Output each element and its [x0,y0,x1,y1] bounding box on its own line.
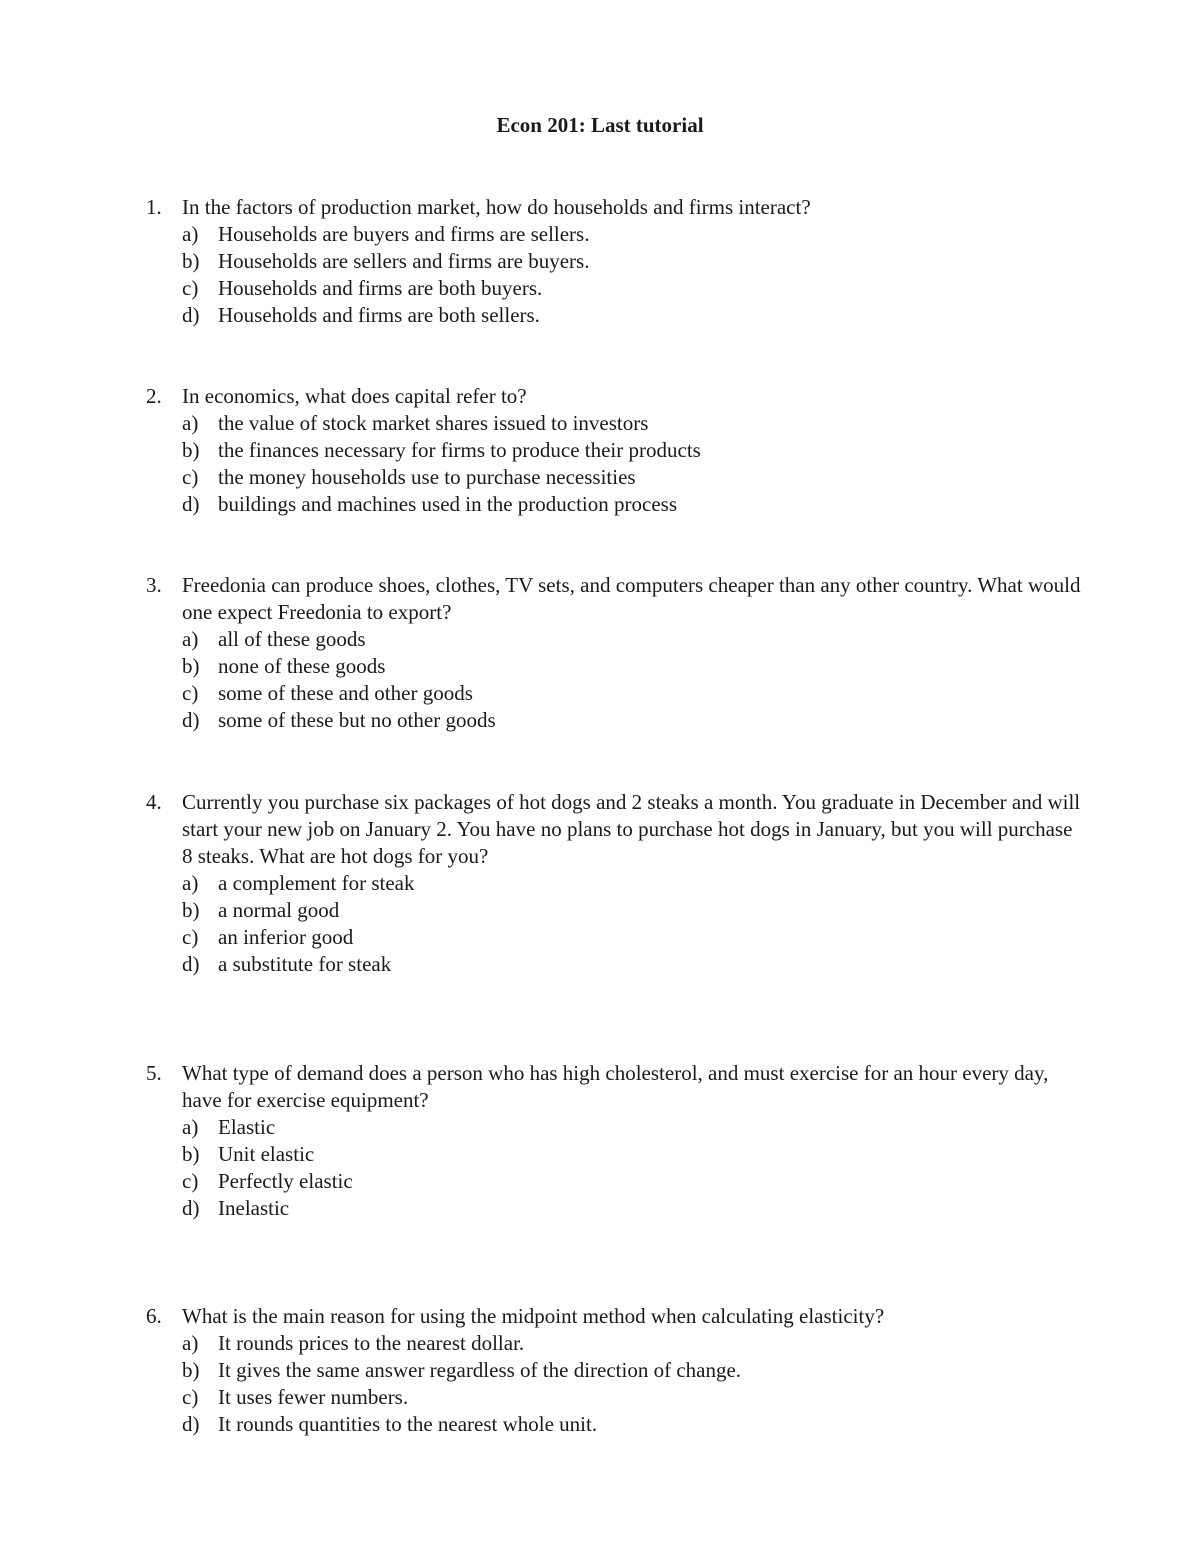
answer-option-c [146,1168,1086,1195]
option-letter: b) [182,438,200,462]
question-prompt [146,194,1086,221]
option-letter: d) [182,1196,200,1220]
option-text: a substitute for steak [218,952,392,976]
question-text: What type of demand does a person who has high cholesterol, and must exercise for an hour every day, have for exercise equipment? [182,1061,1049,1112]
answer-option-a [146,1114,1086,1141]
option-text: Unit elastic [218,1142,315,1166]
question-number: 5. [146,1061,162,1085]
page-title: Econ 201: Last tutorial [496,113,704,137]
answer-option-d [146,951,1086,978]
question-text: Currently you purchase six packages of hot dogs and 2 steaks a month. You graduate in December and will start your new job on January 2. You have no plans to purchase hot dogs in January, but you will purchase 8 steaks. What are hot dogs for you? [182,790,1081,868]
question-number: 4. [146,790,162,814]
answer-option-c [146,464,1086,491]
question-number: 3. [146,573,162,597]
option-text: an inferior good [218,925,354,949]
option-text: some of these and other goods [218,681,473,705]
question-number: 2. [146,384,162,408]
question-number: 6. [146,1304,162,1328]
question-6 [146,1303,1086,1438]
option-letter: d) [182,708,200,732]
answer-option-a [146,870,1086,897]
question-text: In the factors of production market, how do households and firms interact? [182,195,811,219]
option-letter: b) [182,1142,200,1166]
option-letter: b) [182,1358,200,1382]
question-prompt [146,1060,1086,1114]
option-text: the finances necessary for firms to produce their products [218,438,701,462]
option-letter: c) [182,276,199,300]
option-text: Households are sellers and firms are buyers. [218,249,590,273]
answer-option-a [146,221,1086,248]
answer-option-b [146,248,1086,275]
answer-option-d [146,1411,1086,1438]
answer-option-a [146,626,1086,653]
answer-option-b [146,653,1086,680]
question-prompt [146,1303,1086,1330]
option-text: Households and firms are both buyers. [218,276,543,300]
option-text: none of these goods [218,654,386,678]
option-text: some of these but no other goods [218,708,496,732]
option-text: buildings and machines used in the production process [218,492,677,516]
option-text: the money households use to purchase necessities [218,465,636,489]
question-5 [146,1060,1086,1222]
option-text: Households and firms are both sellers. [218,303,540,327]
answer-option-c [146,1384,1086,1411]
option-text: It rounds quantities to the nearest whole unit. [218,1412,598,1436]
answer-option-b [146,897,1086,924]
option-text: It gives the same answer regardless of the direction of change. [218,1358,742,1382]
option-letter: c) [182,465,199,489]
option-text: a normal good [218,898,340,922]
option-letter: b) [182,249,200,273]
option-letter: b) [182,898,200,922]
option-letter: c) [182,925,199,949]
option-letter: d) [182,492,200,516]
question-text: Freedonia can produce shoes, clothes, TV sets, and computers cheaper than any other country. What would one expect Freedonia to export? [182,573,1081,624]
question-text: In economics, what does capital refer to? [182,384,527,408]
option-letter: d) [182,1412,200,1436]
option-letter: c) [182,1385,199,1409]
question-3 [146,572,1086,734]
option-text: It rounds prices to the nearest dollar. [218,1331,525,1355]
option-letter: d) [182,303,200,327]
answer-option-d [146,302,1086,329]
answer-option-c [146,275,1086,302]
answer-option-b [146,437,1086,464]
option-letter: a) [182,222,199,246]
question-number: 1. [146,195,162,219]
option-letter: c) [182,1169,199,1193]
option-letter: a) [182,1331,199,1355]
option-letter: a) [182,627,199,651]
answer-options [146,1114,1086,1222]
question-1 [146,194,1086,329]
option-letter: d) [182,952,200,976]
option-text: Elastic [218,1115,276,1139]
option-letter: a) [182,871,199,895]
option-letter: a) [182,411,199,435]
question-2 [146,383,1086,518]
option-letter: a) [182,1115,199,1139]
option-text: a complement for steak [218,871,415,895]
question-prompt [146,383,1086,410]
answer-option-d [146,1195,1086,1222]
answer-option-c [146,680,1086,707]
option-letter: b) [182,654,200,678]
option-letter: c) [182,681,199,705]
answer-option-b [146,1141,1086,1168]
question-text: What is the main reason for using the midpoint method when calculating elasticity? [182,1304,885,1328]
answer-option-b [146,1357,1086,1384]
answer-option-d [146,491,1086,518]
option-text: Inelastic [218,1196,290,1220]
answer-options [146,1330,1086,1438]
question-prompt [146,572,1086,626]
answer-options [146,626,1086,734]
answer-option-a [146,410,1086,437]
option-text: the value of stock market shares issued to investors [218,411,649,435]
option-text: all of these goods [218,627,366,651]
answer-options [146,410,1086,518]
option-text: Households are buyers and firms are sellers. [218,222,590,246]
question-prompt [146,789,1086,870]
answer-options [146,870,1086,978]
answer-option-c [146,924,1086,951]
option-text: Perfectly elastic [218,1169,353,1193]
option-text: It uses fewer numbers. [218,1385,409,1409]
answer-options [146,221,1086,329]
answer-option-d [146,707,1086,734]
answer-option-a [146,1330,1086,1357]
question-4 [146,789,1086,978]
